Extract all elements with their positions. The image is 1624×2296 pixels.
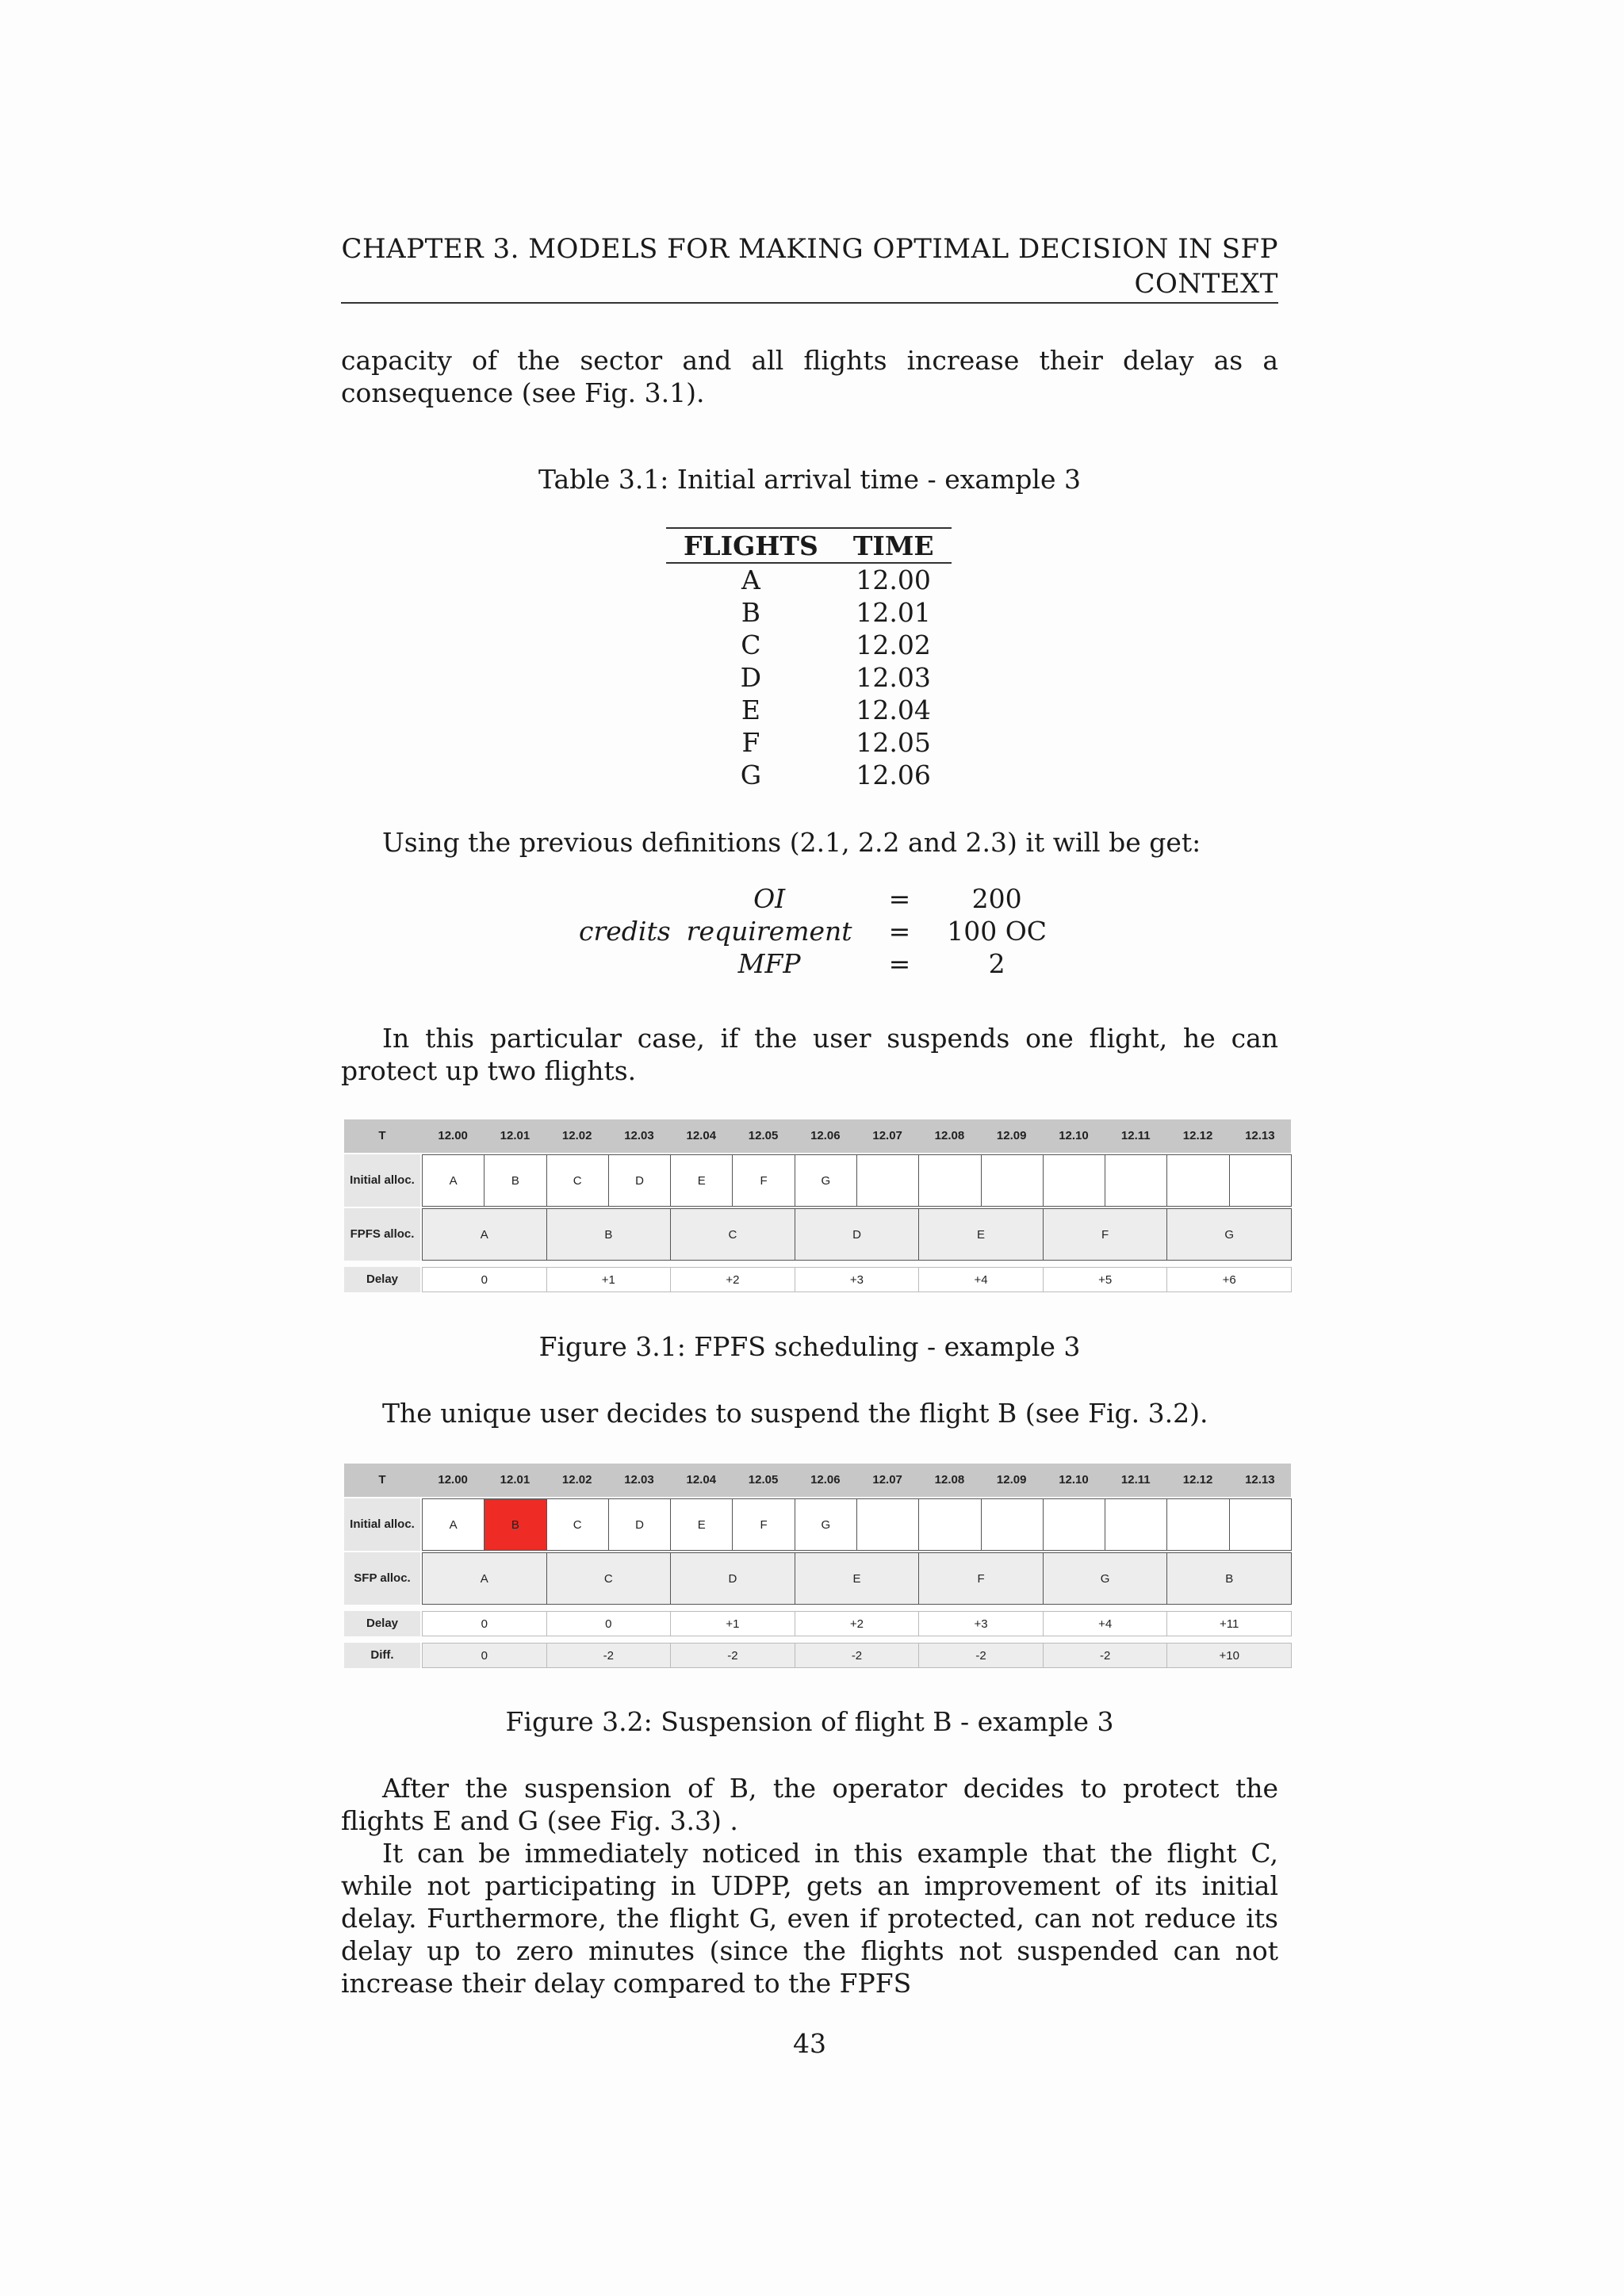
table-row [666,694,952,726]
table-3-1-caption: Table 3.1: Initial arrival time - example 3 [538,464,1081,495]
time-cell: 12.03 [856,662,931,693]
delay-cell: +4 [1043,1611,1168,1636]
table-row [666,661,952,694]
schedule-grid [344,1464,1291,1668]
allocation-cell: G [1043,1552,1168,1605]
equation-row [571,915,1055,947]
time-cell: 12.05 [856,727,931,758]
time-header-cell: 12.01 [500,1473,530,1487]
allocation-cell: D [670,1552,795,1605]
delay-cell: +6 [1166,1267,1292,1292]
initial-alloc-label: Initial alloc. [344,1154,420,1207]
time-header-cell: 12.10 [1059,1473,1089,1487]
flight-cell: E [741,695,760,725]
allocation-cell: C [670,1208,795,1261]
diff-cell: -2 [918,1643,1044,1668]
equation-prefix: credits [579,916,671,947]
initial-alloc-cell [981,1154,1044,1207]
initial-alloc-cell [1043,1498,1105,1551]
initial-alloc-cell: F [732,1154,795,1207]
initial-alloc-label: Initial alloc. [344,1498,420,1551]
delay-cell: 0 [546,1611,672,1636]
equation-rhs: 2 [988,948,1005,979]
allocation-cell: B [546,1208,672,1261]
delay-cell: +2 [795,1611,920,1636]
allocation-cell: E [795,1552,920,1605]
time-header-cell: 12.05 [748,1129,779,1142]
paragraph-3: In this particular case, if the user suspends one flight, he can protect up two flights. [341,1023,1278,1086]
table-header-flights: FLIGHTS [666,528,836,563]
paragraph-2: Using the previous definitions (2.1, 2.2 and 2.3) it will be get: [382,827,1201,858]
flight-cell: A [741,564,760,595]
time-header-cell: 12.13 [1245,1473,1275,1487]
table-row [666,596,952,629]
time-header-cell: 12.08 [934,1129,965,1142]
initial-alloc-cell [1105,1154,1167,1207]
initial-alloc-cell: F [732,1498,795,1551]
time-header-cell: 12.06 [810,1129,841,1142]
equation-block [571,882,1055,980]
initial-alloc-cell [1166,1154,1229,1207]
schedule-grid [344,1119,1291,1292]
time-header-cell: 12.09 [996,1473,1027,1487]
running-header-line-1: CHAPTER 3. MODELS FOR MAKING OPTIMAL DECISION IN SFP [341,233,1278,265]
allocation-label: SFP alloc. [344,1552,420,1605]
time-header-cell: 12.06 [810,1473,841,1487]
allocation-cell: E [918,1208,1044,1261]
allocation-label: FPFS alloc. [344,1208,420,1261]
initial-alloc-cell: G [795,1498,857,1551]
table-3-1 [666,527,952,791]
allocation-cell: D [795,1208,920,1261]
delay-cell: +11 [1166,1611,1292,1636]
delay-cell: 0 [422,1267,547,1292]
time-header-cell: 12.12 [1182,1129,1213,1142]
allocation-cell: F [1043,1208,1168,1261]
time-header-cell: 12.11 [1120,1473,1151,1487]
initial-alloc-cell: A [422,1498,485,1551]
initial-alloc-cell [856,1154,919,1207]
page-number: 43 [793,2028,826,2059]
equation-lhs: MFP [737,948,801,979]
time-header-cell: 12.09 [996,1129,1027,1142]
equation-rhs: 200 [971,883,1022,914]
flight-cell: G [740,760,762,790]
diff-cell: -2 [795,1643,920,1668]
header-rule [341,302,1278,304]
initial-alloc-cell [1043,1154,1105,1207]
paragraph-1: capacity of the sector and all flights increase their delay as a consequence (see Fig. 3.1). [341,345,1278,408]
delay-label: Delay [344,1611,420,1636]
initial-alloc-cell [1229,1498,1292,1551]
table-row [666,629,952,661]
diff-cell: +10 [1166,1643,1292,1668]
diff-label: Diff. [344,1643,420,1668]
time-header-cell: 12.04 [686,1129,717,1142]
figure-3-2 [344,1464,1291,1668]
flight-cell: D [740,662,762,693]
equation-row [571,947,1055,980]
initial-alloc-cell [918,1154,981,1207]
equation-operator: = [888,948,911,979]
running-header-line-2: CONTEXT [1134,268,1278,300]
diff-cell: -2 [546,1643,672,1668]
delay-label: Delay [344,1267,420,1292]
time-header-cell: 12.12 [1182,1473,1213,1487]
figure-3-2-caption: Figure 3.2: Suspension of flight B - example 3 [505,1706,1114,1737]
running-header [341,232,1278,301]
initial-alloc-cell: E [670,1498,733,1551]
time-header-cell: 12.03 [624,1473,654,1487]
time-header-cell: 12.00 [438,1129,468,1142]
flight-cell: C [741,629,761,660]
time-cell: 12.06 [856,760,931,790]
delay-cell: +1 [546,1267,672,1292]
time-header-cell: 12.11 [1120,1129,1151,1142]
allocation-cell: F [918,1552,1044,1605]
initial-alloc-cell [1166,1498,1229,1551]
time-header-label: T [378,1473,386,1487]
initial-alloc-cell [918,1498,981,1551]
initial-alloc-cell: B [484,1498,546,1551]
flight-cell: F [741,727,760,758]
time-header-cell: 12.03 [624,1129,654,1142]
initial-alloc-cell: B [484,1154,546,1207]
delay-cell: +3 [918,1611,1044,1636]
equation-rhs: 100 OC [947,916,1047,947]
equation-lhs: requirement [686,916,852,947]
time-cell: 12.04 [856,695,931,725]
figure-3-1-caption: Figure 3.1: FPFS scheduling - example 3 [538,1331,1081,1362]
table-row [666,726,952,759]
time-header-label: T [378,1129,386,1142]
time-header-cell: 12.04 [686,1473,717,1487]
time-header-cell: 12.08 [934,1473,965,1487]
delay-cell: +5 [1043,1267,1168,1292]
initial-alloc-cell [1105,1498,1167,1551]
time-header-row [344,1119,1291,1153]
delay-cell: +4 [918,1267,1044,1292]
equation-operator: = [888,916,911,947]
table-header-time: TIME [836,528,952,563]
initial-alloc-cell: E [670,1154,733,1207]
table-row [666,759,952,791]
equation-prefix [571,947,679,980]
equation-prefix [571,882,679,915]
paragraph-4: The unique user decides to suspend the flight B (see Fig. 3.2). [382,1398,1208,1429]
diff-cell: -2 [670,1643,795,1668]
equation-lhs: OI [753,883,786,914]
time-header-cell: 12.02 [561,1473,592,1487]
diff-cell: -2 [1043,1643,1168,1668]
paragraph-5: After the suspension of B, the operator decides to protect the flights E and G (see Fig. 3.3) . [341,1773,1278,1836]
figure-3-1 [344,1119,1291,1292]
time-header-cell: 12.00 [438,1473,468,1487]
allocation-cell: C [546,1552,672,1605]
time-header-cell: 12.01 [500,1129,530,1142]
time-cell: 12.00 [856,564,931,595]
initial-alloc-cell [1229,1154,1292,1207]
flight-cell: B [741,597,761,628]
time-cell: 12.02 [856,629,931,660]
time-header-cell: 12.05 [748,1473,779,1487]
paragraph-6: It can be immediately noticed in this example that the flight C, while not participating in UDPP, gets an improvement of its initial delay. Furthermore, the flight G, even if protected, can not reduce its delay up to zero minutes (since the flights not suspended can not increase their delay compared to the FPFS [341,1838,1278,1999]
initial-alloc-cell [981,1498,1044,1551]
allocation-cell: G [1166,1208,1292,1261]
allocation-cell: A [422,1208,547,1261]
initial-alloc-cell: D [608,1498,671,1551]
table-body [666,563,952,791]
time-header-row [344,1464,1291,1497]
table-row [666,563,952,596]
initial-alloc-cell: D [608,1154,671,1207]
initial-alloc-cell: C [546,1498,609,1551]
delay-cell: +2 [670,1267,795,1292]
time-header-cell: 12.10 [1059,1129,1089,1142]
initial-alloc-cell: C [546,1154,609,1207]
paper-page [341,0,1278,2296]
delay-cell: +1 [670,1611,795,1636]
allocation-cell: B [1166,1552,1292,1605]
initial-alloc-cell: G [795,1154,857,1207]
time-header-cell: 12.07 [872,1473,902,1487]
time-header-cell: 12.02 [561,1129,592,1142]
initial-alloc-cell [856,1498,919,1551]
equation-operator: = [888,883,911,914]
diff-cell: 0 [422,1643,547,1668]
initial-alloc-cell: A [422,1154,485,1207]
delay-cell: +3 [795,1267,920,1292]
allocation-cell: A [422,1552,547,1605]
time-header-cell: 12.07 [872,1129,902,1142]
delay-cell: 0 [422,1611,547,1636]
equation-row [571,882,1055,915]
time-cell: 12.01 [856,597,931,628]
time-header-cell: 12.13 [1245,1129,1275,1142]
